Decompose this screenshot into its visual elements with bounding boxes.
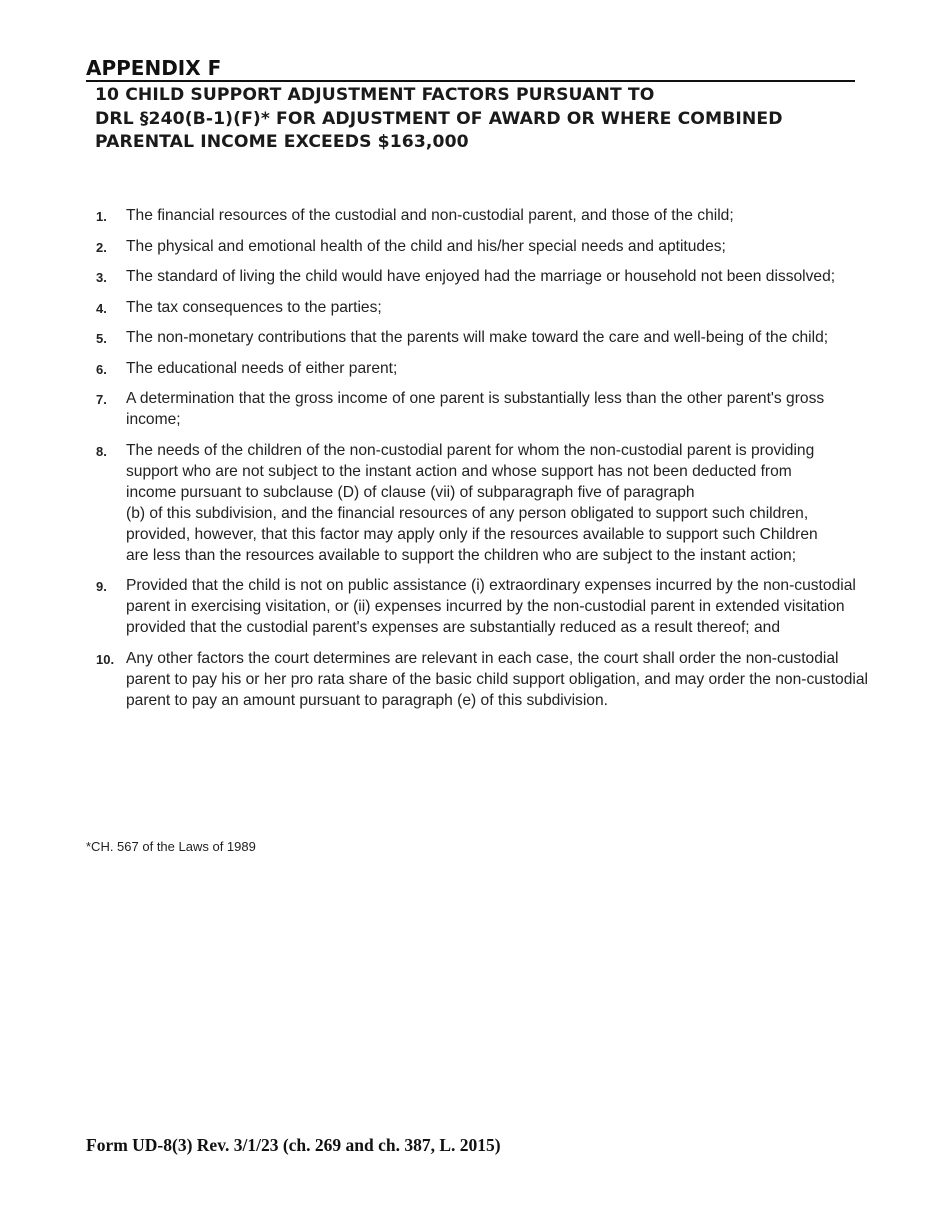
factor-text: The educational needs of either parent; — [126, 359, 398, 377]
heading-line: 10 CHILD SUPPORT ADJUSTMENT FACTORS PURSUANT TO — [95, 85, 655, 105]
factor-line: provided, however, that this factor may apply only if the resources available to support such Children — [126, 525, 818, 543]
factor-text: The physical and emotional health of the child and his/her special needs and aptitudes; — [126, 237, 726, 255]
factor-number: 2. — [96, 239, 107, 255]
factor-text: Any other factors the court determines are relevant in each case, the court shall order the non-custodial parent to pay his or her pro rata share of the basic child support obligation, and may order the non-custodial parent to pay an amount pursuant to paragraph (e) of this subdivision. — [126, 649, 869, 709]
factor-item — [86, 205, 876, 226]
factor-number: 1. — [96, 209, 107, 224]
factor-item — [86, 388, 876, 430]
factor-line: are less than the resources available to support the children who are subject to the instant action; — [126, 546, 797, 564]
factor-item — [86, 648, 876, 711]
factor-number: 9. — [96, 579, 107, 594]
factor-text: The tax consequences to the parties; — [126, 298, 382, 316]
factor-item — [86, 358, 876, 379]
factor-item — [86, 297, 876, 318]
factor-line: (b) of this subdivision, and the financial resources of any person obligated to support such children, — [126, 504, 809, 522]
footnote: *CH. 567 of the Laws of 1989 — [86, 839, 256, 854]
factor-text: A determination that the gross income of one parent is substantially less than the other parent's gross income; — [126, 390, 825, 428]
heading-line: DRL §240(B-1)(F)* FOR ADJUSTMENT OF AWARD OR WHERE COMBINED — [95, 108, 783, 129]
factor-item — [86, 266, 876, 287]
factor-text: The financial resources of the custodial and non-custodial parent, and those of the child; — [126, 207, 734, 224]
factor-number: 7. — [96, 392, 107, 407]
adjustment-factors-list — [86, 205, 876, 720]
factor-item — [86, 440, 876, 566]
factor-number: 5. — [96, 331, 107, 346]
factor-line: The needs of the children of the non-custodial parent for whom the non-custodial parent is providing — [126, 441, 815, 459]
factor-number: 4. — [96, 300, 107, 316]
heading-line: PARENTAL INCOME EXCEEDS $163,000 — [95, 132, 469, 153]
factor-text: Provided that the child is not on public assistance (i) extraordinary expenses incurred by the non-custodial parent in exercising visitation, or (ii) expenses incurred by the non-custodial parent in extended visitation provided that the custodial parent's expenses are substantially reduced as a result thereof; and — [126, 577, 856, 636]
factor-text: The non-monetary contributions that the parents will make toward the care and well-being of the child; — [126, 329, 829, 346]
factor-line: income pursuant to subclause (D) of clause (vii) of subparagraph five of paragraph — [126, 483, 695, 501]
factor-number: 8. — [96, 443, 107, 459]
form-footer: Form UD-8(3) Rev. 3/1/23 (ch. 269 and ch. 387, L. 2015) — [86, 1135, 501, 1155]
factor-text: The standard of living the child would have enjoyed had the marriage or household not been dissolved; — [126, 268, 836, 285]
document-heading — [95, 84, 875, 155]
factor-number: 3. — [96, 270, 107, 285]
appendix-title: APPENDIX F — [86, 56, 855, 82]
factor-item — [86, 236, 876, 257]
factor-text — [126, 440, 876, 566]
factor-item — [86, 575, 876, 638]
factor-number: 6. — [96, 361, 107, 377]
factor-line: support who are not subject to the instant action and whose support has not been deducted from — [126, 462, 792, 480]
factor-item — [86, 327, 876, 348]
factor-number: 10. — [96, 651, 115, 667]
